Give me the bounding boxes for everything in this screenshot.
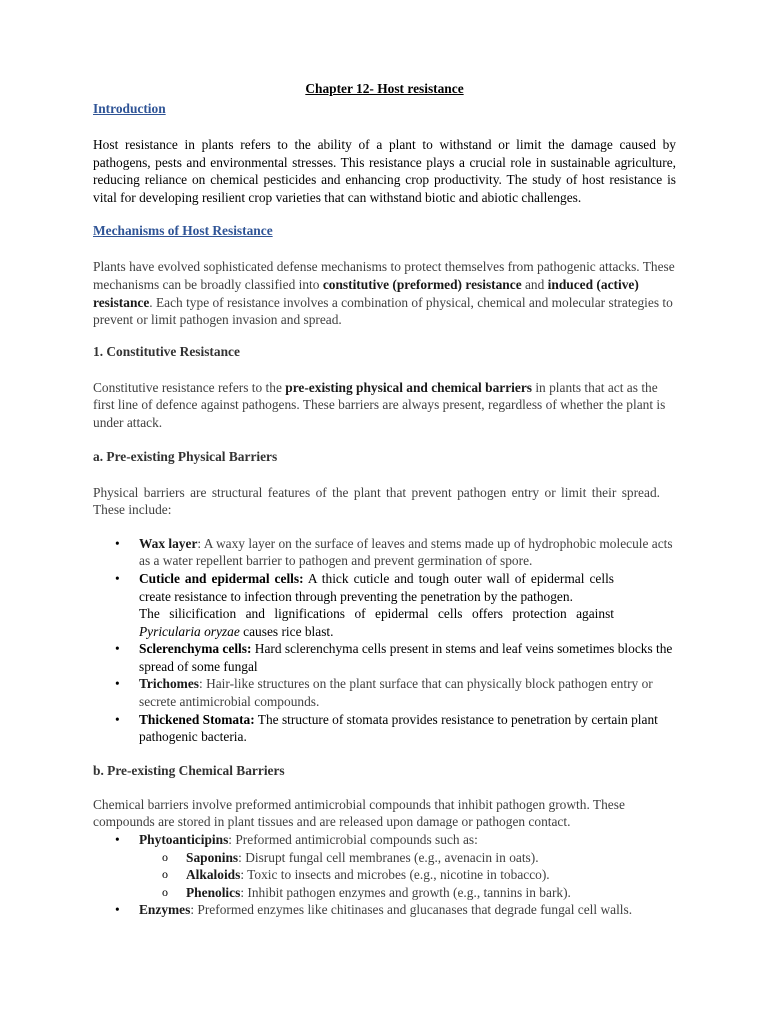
chapter-title: Chapter 12- Host resistance xyxy=(305,81,464,96)
constitutive-heading: 1. Constitutive Resistance xyxy=(93,343,240,359)
list-item: • Thickened Stomata: The structure of stomata provides resistance to penetration by certain plant pathogenic bacteria. xyxy=(115,711,658,745)
physical-barriers-list xyxy=(93,535,676,746)
sub-list-item: o Phenolics: Inhibit pathogen enzymes and growth (e.g., tannins in bark). xyxy=(162,884,571,900)
list-item: • Phytoanticipins: Preformed antimicrobial compounds such as: xyxy=(115,832,478,848)
constitutive-paragraph: Constitutive resistance refers to the pre-existing physical and chemical barriers in plants that act as the first line of defence against pathogens. These barriers are always present, regardless of whether the plant is under attack. xyxy=(93,379,666,430)
introduction-paragraph: Host resistance in plants refers to the ability of a plant to withstand or limit the damage caused by pathogens, pests and environmental stresses. This resistance plays a crucial role in sustainable agriculture, reducing reliance on chemical pesticides and enhancing crop productivity. The study of host resistance is vital for developing resilient crop varieties that can withstand biotic and abiotic challenges. xyxy=(93,137,676,205)
sub-bullet-icon: o xyxy=(162,867,168,882)
sub-list-item: o Alkaloids: Toxic to insects and microbes (e.g., nicotine in tobacco). xyxy=(162,867,550,883)
bullet-icon: • xyxy=(115,902,120,918)
chemical-barriers-paragraph: Chemical barriers involve preformed antimicrobial compounds that inhibit pathogen growth. These compounds are stored in plant tissues and are released upon damage or pathogen contact. xyxy=(93,796,625,830)
list-item: • Wax layer: A waxy layer on the surface of leaves and stems made up of hydrophobic molecule acts as a water repellent barrier to pathogen and prevent germination of spore. xyxy=(115,535,673,569)
chemical-barriers-heading: b. Pre-existing Chemical Barriers xyxy=(93,762,285,778)
mechanisms-paragraph: Plants have evolved sophisticated defense mechanisms to protect themselves from pathogenic attacks. These mechanisms can be broadly classified into constitutive (preformed) resistance and induced (active) resistance. Each type of resistance involves a combination of physical, chemical and molecular strategies to prevent or limit pathogen invasion and spread. xyxy=(93,259,675,328)
physical-barriers-heading: a. Pre-existing Physical Barriers xyxy=(93,448,278,464)
bullet-icon: • xyxy=(115,832,120,848)
physical-barriers-paragraph: Physical barriers are structural features of the plant that prevent pathogen entry or limit their spread. These include: xyxy=(93,484,660,518)
list-item: • Trichomes: Hair-like structures on the plant surface that can physically block pathogen entry or secrete antimicrobial compounds. xyxy=(115,676,653,710)
introduction-heading[interactable]: Introduction xyxy=(93,101,166,116)
sub-list-item: o Saponins: Disrupt fungal cell membranes (e.g., avenacin in oats). xyxy=(162,849,539,865)
bullet-icon: • xyxy=(115,570,120,586)
document-page xyxy=(93,80,676,919)
list-item: • Cuticle and epidermal cells: A thick cuticle and tough outer wall of epidermal cells create resistance to infection through preventing the penetration by the pathogen. The silicification and lignifications of epidermal cells offers protection against Pyricularia oryzae causes rice blast. xyxy=(115,570,614,639)
bullet-icon: • xyxy=(115,641,120,657)
list-item: • Sclerenchyma cells: Hard sclerenchyma cells present in stems and leaf veins sometimes blocks the spread of some fungal xyxy=(115,641,673,674)
bullet-icon: • xyxy=(115,676,120,692)
bullet-icon: • xyxy=(115,711,120,727)
list-item: • Enzymes: Preformed enzymes like chitinases and glucanases that degrade fungal cell walls. xyxy=(115,902,633,918)
sub-bullet-icon: o xyxy=(162,884,168,899)
sub-bullet-icon: o xyxy=(162,849,168,864)
bullet-icon: • xyxy=(115,535,120,551)
chemical-barriers-list xyxy=(93,831,676,919)
mechanisms-heading[interactable]: Mechanisms of Host Resistance xyxy=(93,223,273,239)
